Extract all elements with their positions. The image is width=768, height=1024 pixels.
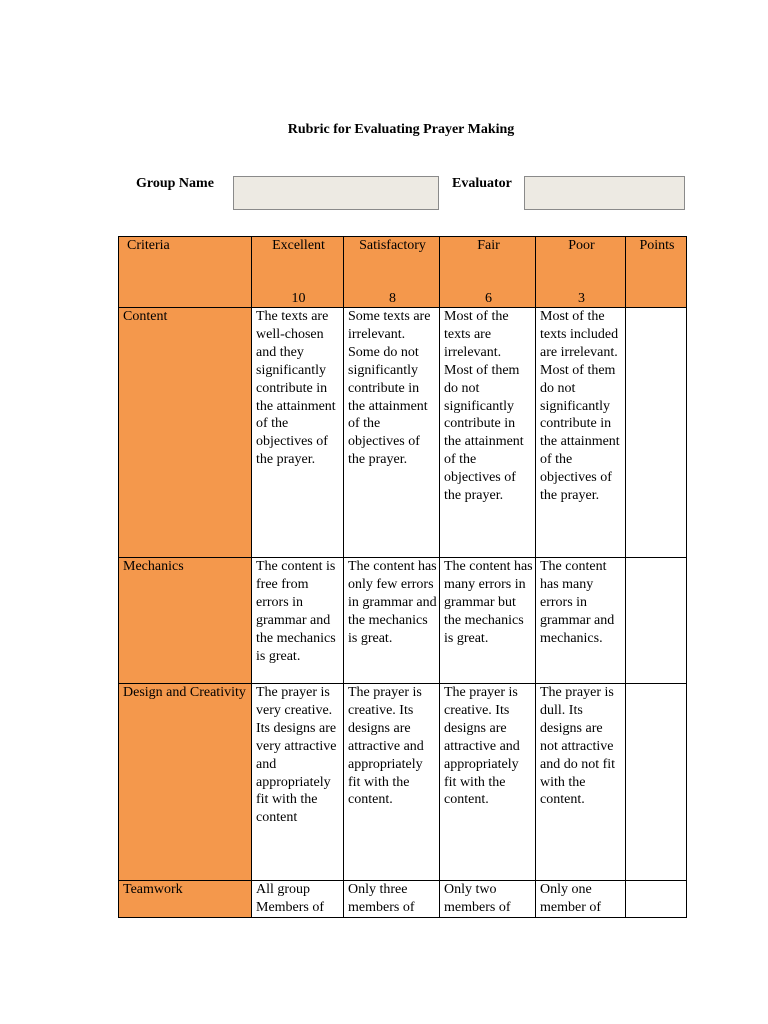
- table-row: [119, 308, 687, 558]
- page-title: Rubric for Evaluating Prayer Making: [287, 122, 515, 137]
- points-cell[interactable]: [626, 558, 687, 684]
- header-criteria: Criteria: [119, 237, 252, 308]
- points-cell[interactable]: [626, 881, 687, 918]
- evaluator-label: Evaluator: [452, 176, 512, 191]
- level-score: 3: [578, 291, 585, 306]
- evaluator-field[interactable]: [524, 176, 685, 210]
- group-name-label: Group Name: [136, 176, 214, 191]
- criterion-design-creativity: Design and Creativity: [119, 684, 252, 881]
- descriptor-cell: Some texts are irrelevant. Some do not significantly contribute in the attainment of the objectives of the prayer.: [344, 308, 440, 558]
- descriptor-cell: The prayer is dull. Its designs are not attractive and do not fit with the content.: [536, 684, 626, 881]
- descriptor-cell: Only three members of: [344, 881, 440, 918]
- level-name: Satisfactory: [359, 238, 426, 253]
- descriptor-cell: Most of the texts are irrelevant. Most of them do not significantly contribute in the attainment of the objectives of the prayer.: [440, 308, 536, 558]
- table-row: [119, 881, 687, 918]
- descriptor-cell: The prayer is creative. Its designs are attractive and appropriately fit with the content.: [440, 684, 536, 881]
- points-cell[interactable]: [626, 308, 687, 558]
- header-satisfactory: [344, 237, 440, 308]
- header-fair: [440, 237, 536, 308]
- descriptor-cell: Most of the texts included are irrelevant. Most of them do not significantly contribute in the attainment of the objectives of the prayer.: [536, 308, 626, 558]
- descriptor-cell: All group Members of: [252, 881, 344, 918]
- group-name-field[interactable]: [233, 176, 439, 210]
- descriptor-cell: The content has many errors in grammar but the mechanics is great.: [440, 558, 536, 684]
- criterion-teamwork: Teamwork: [119, 881, 252, 918]
- level-name: Fair: [477, 238, 500, 253]
- header-poor: [536, 237, 626, 308]
- table-row: [119, 558, 687, 684]
- descriptor-cell: The prayer is very creative. Its designs are very attractive and appropriately fit with the content: [252, 684, 344, 881]
- table-row: [119, 684, 687, 881]
- descriptor-cell: The texts are well-chosen and they significantly contribute in the attainment of the objectives of the prayer.: [252, 308, 344, 558]
- descriptor-cell: The content is free from errors in grammar and the mechanics is great.: [252, 558, 344, 684]
- descriptor-cell: The content has many errors in grammar and mechanics.: [536, 558, 626, 684]
- criterion-mechanics: Mechanics: [119, 558, 252, 684]
- level-name: Poor: [568, 238, 595, 253]
- level-name: Excellent: [272, 238, 325, 253]
- descriptor-cell: The content has only few errors in grammar and the mechanics is great.: [344, 558, 440, 684]
- descriptor-cell: Only one member of: [536, 881, 626, 918]
- header-points: [626, 237, 687, 308]
- level-score: 10: [291, 291, 306, 306]
- descriptor-cell: The prayer is creative. Its designs are attractive and appropriately fit with the content.: [344, 684, 440, 881]
- descriptor-cell: Only two members of: [440, 881, 536, 918]
- level-score: 6: [485, 291, 492, 306]
- header-excellent: [252, 237, 344, 308]
- rubric-table: [118, 236, 687, 918]
- criterion-content: Content: [119, 308, 252, 558]
- table-header-row: [119, 237, 687, 308]
- points-cell[interactable]: [626, 684, 687, 881]
- level-score: 8: [389, 291, 396, 306]
- points-label: Points: [639, 238, 675, 253]
